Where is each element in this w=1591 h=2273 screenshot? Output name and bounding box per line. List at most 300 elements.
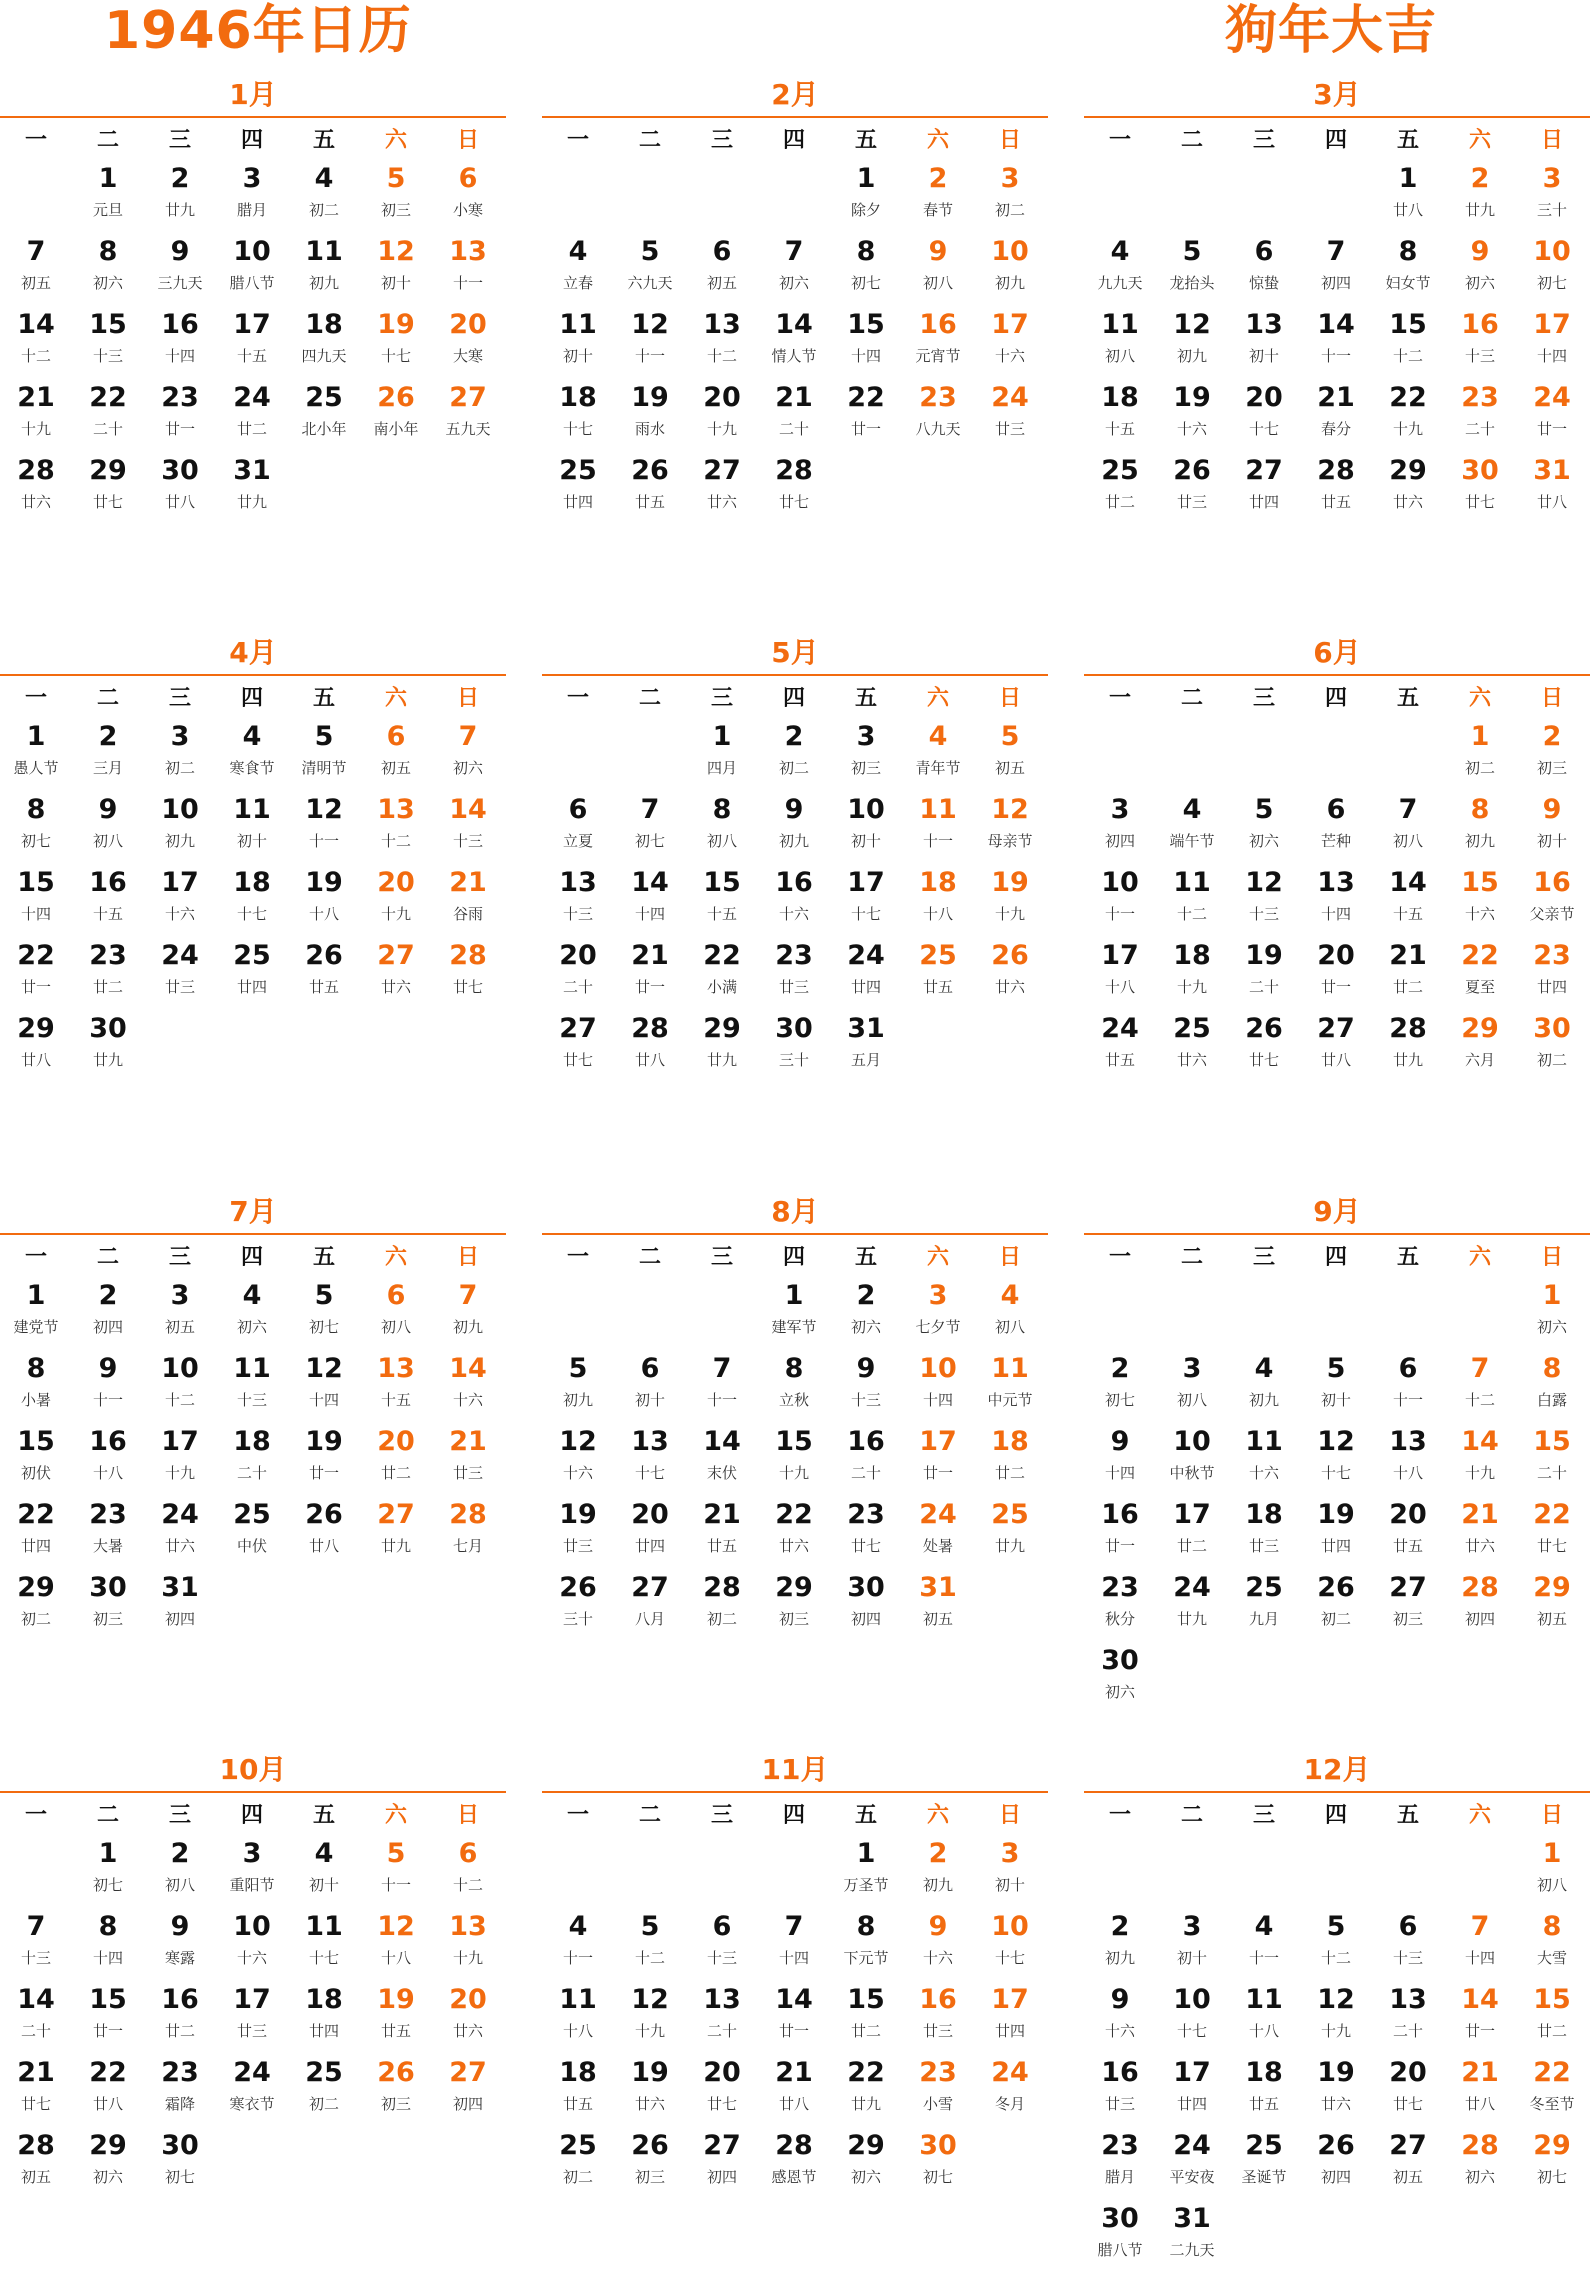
day-cell: [1156, 306, 1228, 379]
weekday-header: 二: [1180, 686, 1203, 711]
day-cell: [1300, 452, 1372, 525]
day-number: 11: [1101, 309, 1139, 340]
empty-cell: [1444, 1277, 1516, 1350]
day-cell: [360, 1981, 432, 2054]
lunar-label: 廿三: [1176, 493, 1207, 511]
day-number: 3: [1000, 1838, 1020, 1869]
day-number: 15: [89, 1984, 127, 2015]
day-number: 11: [991, 1353, 1029, 1384]
day-cell: [1300, 1569, 1372, 1642]
day-cell: [830, 791, 902, 864]
lunar-label: 二十: [850, 1464, 881, 1482]
day-cell: [432, 233, 504, 306]
weekday-header: 六: [926, 1245, 949, 1270]
weekday-header: 日: [998, 1245, 1021, 1270]
lunar-label: 建军节: [771, 1318, 817, 1336]
day-cell: [1372, 1908, 1444, 1981]
lunar-label: 初六: [1104, 1683, 1135, 1701]
day-cell: [288, 1277, 360, 1350]
day-number: 5: [386, 1838, 406, 1869]
day-cell: [1156, 1350, 1228, 1423]
day-cell: [1084, 1423, 1156, 1496]
lunar-label: 初二: [706, 1610, 737, 1628]
lunar-label: 初六: [1464, 2168, 1495, 2186]
day-cell: [1444, 160, 1516, 233]
lunar-label: 五月: [850, 1051, 881, 1069]
day-cell: [72, 233, 144, 306]
day-cell: [216, 1423, 288, 1496]
day-number: 11: [559, 1984, 597, 2015]
day-cell: [614, 1423, 686, 1496]
lunar-label: 十四: [1464, 1949, 1495, 1967]
day-grid: [542, 1797, 1048, 2200]
lunar-label: 廿一: [850, 420, 881, 438]
day-cell: [1516, 233, 1588, 306]
day-number: 8: [1398, 236, 1418, 267]
day-cell: [686, 452, 758, 525]
weekday-header: 一: [24, 1245, 47, 1270]
day-number: 18: [1173, 940, 1211, 971]
day-number: 12: [377, 1911, 415, 1942]
day-number: 21: [17, 382, 55, 413]
day-number: 28: [631, 1013, 669, 1044]
day-number: 17: [847, 867, 885, 898]
day-cell: [1516, 1496, 1588, 1569]
day-number: 25: [559, 455, 597, 486]
day-cell: [1084, 1642, 1156, 1715]
day-cell: [1228, 1423, 1300, 1496]
lunar-label: 初三: [380, 2095, 411, 2113]
day-cell: [1084, 1350, 1156, 1423]
lunar-label: 廿三: [1248, 1537, 1279, 1555]
day-number: 25: [233, 940, 271, 971]
day-cell: [902, 1277, 974, 1350]
weekday-header: 二: [638, 128, 661, 153]
day-number: 18: [305, 309, 343, 340]
month-5: [542, 632, 1048, 1083]
day-cell: [542, 233, 614, 306]
empty-cell: [686, 160, 758, 233]
day-cell: [0, 1423, 72, 1496]
lunar-label: 初五: [1392, 2168, 1423, 2186]
lunar-label: 十五: [380, 1391, 411, 1409]
day-cell: [1156, 2127, 1228, 2200]
weekday-header: 四: [1324, 686, 1347, 711]
lunar-label: 廿四: [562, 493, 593, 511]
day-cell: [0, 718, 72, 791]
weekday-header: 日: [998, 1803, 1021, 1828]
day-number: 25: [1101, 455, 1139, 486]
lunar-label: 廿七: [1392, 2095, 1423, 2113]
lunar-label: 十五: [706, 905, 737, 923]
weekday-header: 日: [456, 1803, 479, 1828]
day-number: 26: [1173, 455, 1211, 486]
day-number: 12: [1245, 867, 1283, 898]
weekday-header: 三: [710, 128, 733, 153]
day-number: 23: [847, 1499, 885, 1530]
day-number: 28: [1461, 1572, 1499, 1603]
day-number: 15: [1533, 1984, 1571, 2015]
day-cell: [144, 1277, 216, 1350]
weekday-header: 一: [24, 1803, 47, 1828]
empty-cell: [1156, 160, 1228, 233]
day-number: 14: [1317, 309, 1355, 340]
day-cell: [830, 1981, 902, 2054]
lunar-label: 初六: [778, 274, 809, 292]
day-cell: [144, 2054, 216, 2127]
lunar-label: 初四: [1320, 2168, 1351, 2186]
lunar-label: 廿四: [1536, 978, 1567, 996]
lunar-label: 十三: [706, 1949, 737, 1967]
day-number: 8: [98, 1911, 118, 1942]
lunar-label: 廿六: [1464, 1537, 1495, 1555]
weekday-header: 五: [312, 128, 335, 153]
day-grid: [0, 1239, 506, 1642]
day-cell: [758, 718, 830, 791]
lunar-label: 廿八: [20, 1051, 51, 1069]
day-number: 11: [233, 1353, 271, 1384]
day-number: 19: [631, 382, 669, 413]
lunar-label: 母亲节: [987, 832, 1033, 850]
lunar-label: 七夕节: [915, 1318, 961, 1336]
day-number: 28: [775, 455, 813, 486]
day-number: 17: [233, 309, 271, 340]
empty-cell: [1228, 1835, 1300, 1908]
empty-cell: [542, 718, 614, 791]
lunar-label: 元旦: [92, 201, 123, 219]
lunar-label: 十四: [634, 905, 665, 923]
day-cell: [0, 1981, 72, 2054]
lunar-label: 初九: [994, 274, 1025, 292]
day-cell: [686, 233, 758, 306]
lunar-label: 二十: [706, 2022, 737, 2040]
day-number: 20: [1245, 382, 1283, 413]
empty-cell: [1084, 1835, 1156, 1908]
day-number: 2: [1470, 163, 1490, 194]
lunar-label: 廿五: [922, 978, 953, 996]
month-11: [542, 1749, 1048, 2200]
lunar-label: 廿七: [850, 1537, 881, 1555]
day-grid: [1084, 122, 1590, 525]
day-cell: [432, 1908, 504, 1981]
month-name: 7月: [229, 1195, 277, 1228]
day-number: 13: [377, 794, 415, 825]
day-cell: [614, 791, 686, 864]
day-cell: [1516, 1835, 1588, 1908]
month-name: 12月: [1303, 1753, 1371, 1786]
day-number: 8: [856, 236, 876, 267]
day-number: 5: [386, 163, 406, 194]
day-cell: [542, 2054, 614, 2127]
lunar-label: 廿九: [850, 2095, 881, 2113]
lunar-label: 廿八: [1320, 1051, 1351, 1069]
lunar-label: 廿六: [20, 493, 51, 511]
lunar-label: 二十: [1536, 1464, 1567, 1482]
weekday-header: 一: [566, 1803, 589, 1828]
day-number: 25: [1245, 1572, 1283, 1603]
day-cell: [0, 2054, 72, 2127]
day-cell: [0, 1010, 72, 1083]
day-number: 2: [98, 721, 118, 752]
lunar-label: 初六: [850, 2168, 881, 2186]
day-cell: [974, 937, 1046, 1010]
day-cell: [686, 379, 758, 452]
day-number: 3: [1182, 1353, 1202, 1384]
day-cell: [72, 718, 144, 791]
empty-cell: [1228, 160, 1300, 233]
day-number: 27: [1317, 1013, 1355, 1044]
day-cell: [542, 791, 614, 864]
day-cell: [830, 160, 902, 233]
day-cell: [144, 1569, 216, 1642]
empty-cell: [1084, 1277, 1156, 1350]
day-cell: [542, 1350, 614, 1423]
day-number: 16: [1101, 1499, 1139, 1530]
day-number: 10: [1533, 236, 1571, 267]
day-number: 13: [449, 236, 487, 267]
day-cell: [288, 379, 360, 452]
day-cell: [830, 1496, 902, 1569]
lunar-label: 谷雨: [452, 905, 483, 923]
day-number: 21: [775, 2057, 813, 2088]
lunar-label: 十二: [634, 1949, 665, 1967]
lunar-label: 初五: [1536, 1610, 1567, 1628]
lunar-label: 十二: [164, 1391, 195, 1409]
day-cell: [432, 160, 504, 233]
day-number: 8: [98, 236, 118, 267]
lunar-label: 初六: [1536, 1318, 1567, 1336]
lunar-label: 初三: [1536, 759, 1567, 777]
day-grid: [1084, 680, 1590, 1083]
day-cell: [758, 1569, 830, 1642]
day-number: 30: [89, 1013, 127, 1044]
day-number: 26: [1245, 1013, 1283, 1044]
lunar-label: 廿一: [634, 978, 665, 996]
day-cell: [1444, 2054, 1516, 2127]
day-cell: [1516, 937, 1588, 1010]
lunar-label: 廿一: [92, 2022, 123, 2040]
day-cell: [288, 306, 360, 379]
month-name: 11月: [761, 1753, 829, 1786]
day-number: 16: [89, 867, 127, 898]
day-cell: [1156, 937, 1228, 1010]
day-number: 6: [1398, 1911, 1418, 1942]
lunar-label: 小暑: [20, 1391, 51, 1409]
day-cell: [72, 1569, 144, 1642]
lunar-label: 十一: [922, 832, 953, 850]
lunar-label: 小满: [706, 978, 737, 996]
lunar-label: 初十: [1248, 347, 1279, 365]
lunar-label: 腊八节: [1097, 2241, 1143, 2259]
weekday-header: 日: [1540, 1803, 1563, 1828]
day-number: 20: [1389, 2057, 1427, 2088]
day-cell: [72, 1908, 144, 1981]
empty-cell: [1084, 160, 1156, 233]
day-cell: [542, 864, 614, 937]
day-number: 30: [919, 2130, 957, 2161]
day-number: 19: [1317, 1499, 1355, 1530]
day-cell: [0, 1569, 72, 1642]
day-cell: [0, 791, 72, 864]
lunar-label: 廿七: [778, 493, 809, 511]
lunar-label: 廿二: [236, 420, 267, 438]
weekday-header: 四: [240, 1803, 263, 1828]
day-number: 5: [640, 1911, 660, 1942]
day-number: 4: [1182, 794, 1202, 825]
day-number: 22: [1461, 940, 1499, 971]
day-number: 11: [1173, 867, 1211, 898]
day-cell: [758, 306, 830, 379]
day-number: 29: [17, 1572, 55, 1603]
day-cell: [432, 864, 504, 937]
lunar-label: 十四: [922, 1391, 953, 1409]
day-number: 11: [233, 794, 271, 825]
day-number: 15: [847, 309, 885, 340]
lunar-label: 初六: [236, 1318, 267, 1336]
lunar-label: 廿五: [308, 978, 339, 996]
lunar-label: 四月: [706, 759, 737, 777]
day-cell: [1084, 379, 1156, 452]
day-cell: [758, 452, 830, 525]
weekday-header: 日: [998, 128, 1021, 153]
day-cell: [1516, 306, 1588, 379]
day-number: 7: [1326, 236, 1346, 267]
lunar-label: 初九: [1248, 1391, 1279, 1409]
day-cell: [758, 233, 830, 306]
day-number: 20: [449, 1984, 487, 2015]
day-number: 21: [775, 382, 813, 413]
weekday-header: 六: [384, 1803, 407, 1828]
day-cell: [0, 233, 72, 306]
day-number: 29: [1389, 455, 1427, 486]
lunar-label: 八九天: [915, 420, 961, 438]
day-number: 12: [559, 1426, 597, 1457]
lunar-label: 大寒: [452, 347, 483, 365]
lunar-label: 廿一: [164, 420, 195, 438]
day-number: 22: [17, 1499, 55, 1530]
day-cell: [686, 1908, 758, 1981]
day-cell: [360, 233, 432, 306]
day-number: 29: [1461, 1013, 1499, 1044]
day-number: 1: [856, 163, 876, 194]
day-number: 9: [1110, 1984, 1130, 2015]
day-number: 15: [1533, 1426, 1571, 1457]
day-number: 14: [17, 309, 55, 340]
day-cell: [974, 1908, 1046, 1981]
lunar-label: 初二: [20, 1610, 51, 1628]
lunar-label: 十四: [1320, 905, 1351, 923]
day-cell: [1444, 1010, 1516, 1083]
weekday-header: 日: [456, 1245, 479, 1270]
day-number: 15: [89, 309, 127, 340]
day-number: 15: [775, 1426, 813, 1457]
day-number: 14: [1461, 1984, 1499, 2015]
lunar-label: 廿二: [1104, 493, 1135, 511]
day-number: 2: [1110, 1353, 1130, 1384]
lunar-label: 廿五: [380, 2022, 411, 2040]
day-cell: [1156, 1423, 1228, 1496]
day-cell: [830, 937, 902, 1010]
day-number: 29: [1533, 2130, 1571, 2161]
day-number: 25: [919, 940, 957, 971]
weekday-header: 五: [854, 686, 877, 711]
day-number: 1: [98, 163, 118, 194]
day-cell: [360, 1277, 432, 1350]
day-cell: [0, 1277, 72, 1350]
day-cell: [614, 379, 686, 452]
lunar-label: 小寒: [452, 201, 483, 219]
lunar-label: 八月: [634, 1610, 665, 1628]
lunar-label: 十六: [778, 905, 809, 923]
day-number: 2: [928, 1838, 948, 1869]
lunar-label: 廿三: [1104, 2095, 1135, 2113]
day-number: 30: [161, 455, 199, 486]
day-cell: [360, 937, 432, 1010]
day-cell: [1444, 937, 1516, 1010]
day-cell: [72, 864, 144, 937]
lunar-label: 廿六: [778, 1537, 809, 1555]
day-grid: [1084, 1797, 1590, 2273]
day-number: 22: [89, 2057, 127, 2088]
lunar-label: 三十: [562, 1610, 593, 1628]
weekday-header: 四: [782, 1245, 805, 1270]
day-number: 24: [233, 382, 271, 413]
day-cell: [1084, 1569, 1156, 1642]
day-cell: [542, 452, 614, 525]
day-number: 24: [233, 2057, 271, 2088]
day-number: 18: [1245, 2057, 1283, 2088]
lunar-label: 十九: [380, 905, 411, 923]
day-number: 6: [458, 163, 478, 194]
empty-cell: [614, 1277, 686, 1350]
lunar-label: 十九: [778, 1464, 809, 1482]
day-cell: [0, 1908, 72, 1981]
day-cell: [72, 937, 144, 1010]
weekday-header: 三: [168, 1803, 191, 1828]
lunar-label: 中伏: [236, 1537, 267, 1555]
day-number: 8: [712, 794, 732, 825]
lunar-label: 初七: [20, 832, 51, 850]
month-name: 1月: [229, 78, 277, 111]
lunar-label: 廿一: [922, 1464, 953, 1482]
day-number: 18: [305, 1984, 343, 2015]
day-number: 17: [991, 309, 1029, 340]
day-number: 20: [559, 940, 597, 971]
day-number: 14: [1389, 867, 1427, 898]
day-cell: [144, 2127, 216, 2200]
day-cell: [1084, 937, 1156, 1010]
day-number: 21: [703, 1499, 741, 1530]
lunar-label: 初三: [380, 201, 411, 219]
day-cell: [0, 1496, 72, 1569]
day-number: 3: [242, 163, 262, 194]
day-number: 15: [17, 1426, 55, 1457]
lunar-label: 圣诞节: [1241, 2168, 1287, 2186]
weekday-header: 五: [312, 1245, 335, 1270]
day-number: 1: [1542, 1280, 1562, 1311]
day-number: 22: [847, 382, 885, 413]
weekday-header: 五: [1396, 128, 1419, 153]
day-number: 23: [89, 940, 127, 971]
lunar-label: 十二: [1320, 1949, 1351, 1967]
day-cell: [216, 1496, 288, 1569]
day-cell: [1372, 791, 1444, 864]
month-1: [0, 74, 506, 525]
day-cell: [1516, 379, 1588, 452]
day-number: 6: [640, 1353, 660, 1384]
day-number: 6: [1254, 236, 1274, 267]
lunar-label: 霜降: [164, 2095, 195, 2113]
